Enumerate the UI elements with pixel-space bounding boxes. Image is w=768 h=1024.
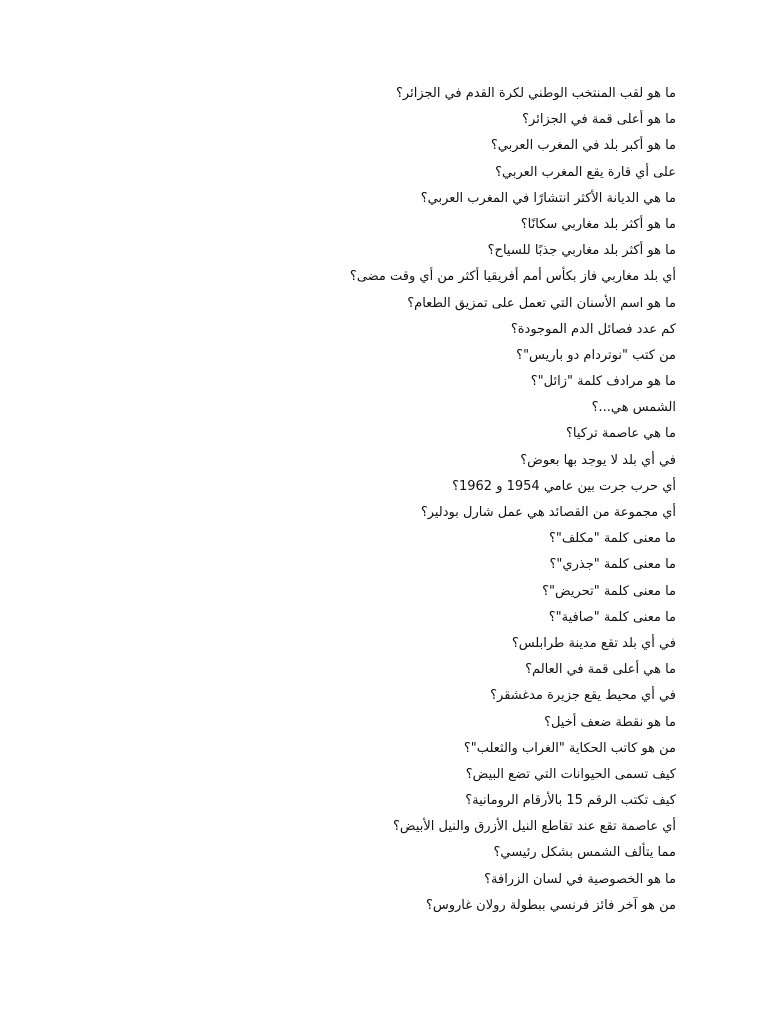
question-item: ما معنى كلمة "صافية"؟ (548, 609, 676, 625)
question-item: ما معنى كلمة "جذري"؟ (549, 557, 676, 573)
question-item: كيف تكتب الرقم 15 بالأرقام الرومانية؟ (465, 793, 676, 809)
question-item: ما هو أعلى قمة في الجزائر؟ (522, 112, 676, 128)
question-item: من هو كاتب الحكاية "الغراب والثعلب"؟ (463, 740, 676, 756)
question-item: في أي محيط يقع جزيرة مدغشقر؟ (490, 688, 676, 704)
question-item: كيف تسمى الحيوانات التي تضع البيض؟ (465, 766, 676, 782)
question-item: مما يتألف الشمس بشكل رئيسي؟ (493, 845, 676, 861)
question-item: ما هو أكثر بلد مغاربي جذبًا للسياح؟ (487, 243, 676, 259)
question-item: ما هو مرادف كلمة "زائل"؟ (530, 374, 676, 390)
question-list (256, 81, 676, 919)
question-item: ما معنى كلمة "مكلف"؟ (548, 531, 676, 547)
question-item: من هو آخر فائز فرنسي ببطولة رولان غاروس؟ (425, 897, 676, 913)
question-item: ما هي أعلى قمة في العالم؟ (525, 662, 676, 678)
question-item: ما هو أكبر بلد في المغرب العربي؟ (490, 138, 676, 154)
question-item: أي عاصمة تقع عند تقاطع النيل الأزرق والنيل الأبيض؟ (393, 819, 676, 835)
question-item: على أي قارة يقع المغرب العربي؟ (495, 164, 676, 180)
question-item: أي حرب جرت بين عامي 1954 و 1962؟ (452, 478, 676, 494)
question-item: ما هي الديانة الأكثر انتشارًا في المغرب العربي؟ (420, 190, 676, 206)
question-item: كم عدد فصائل الدم الموجودة؟ (510, 321, 676, 337)
question-item: أي بلد مغاربي فاز بكأس أمم أفريقيا أكثر من أي وقت مضى؟ (349, 269, 676, 285)
question-item: ما هو اسم الأسنان التي تعمل على تمزيق الطعام؟ (407, 295, 676, 311)
question-item: ما هي عاصمة تركيا؟ (565, 426, 676, 442)
question-item: من كتب "نوتردام دو باريس"؟ (516, 347, 676, 363)
question-item: أي مجموعة من القصائد هي عمل شارل بودلير؟ (420, 505, 676, 520)
question-item: ما هو أكثر بلد مغاربي سكانًا؟ (520, 216, 676, 232)
question-item: الشمس هي...؟ (591, 400, 676, 416)
question-item: في أي بلد لا يوجد بها بعوض؟ (520, 452, 676, 468)
question-item: في أي بلد تقع مدينة طرابلس؟ (511, 635, 676, 651)
question-item: ما هو نقطة ضعف أخيل؟ (544, 714, 676, 730)
question-item: ما معنى كلمة "تحريض"؟ (542, 583, 676, 599)
question-item: ما هو الخصوصية في لسان الزرافة؟ (484, 871, 676, 887)
question-item: ما هو لقب المنتخب الوطني لكرة القدم في الجزائر؟ (396, 86, 676, 101)
